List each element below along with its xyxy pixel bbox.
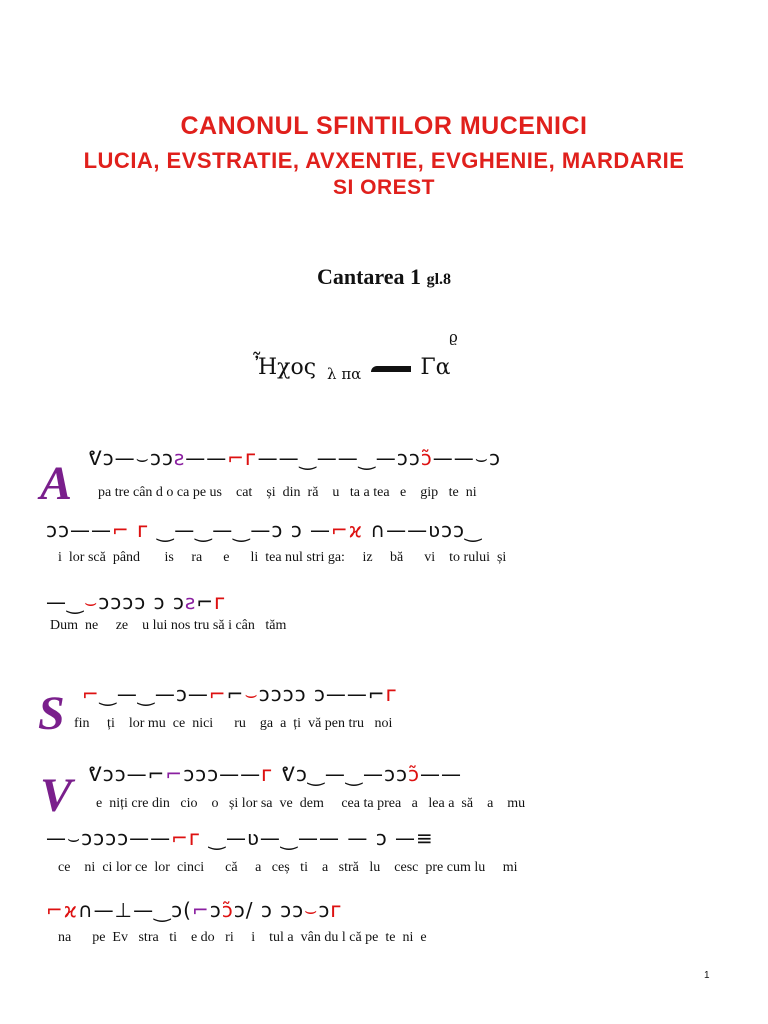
lyrics-line: Dum ne ze u lui nos tru să i cân tăm — [50, 618, 287, 633]
page-title: CANONUL SFINTILOR MUCENICI — [180, 112, 588, 140]
stanza-initial: A — [40, 457, 73, 510]
echos-signature — [253, 328, 458, 383]
ison-bar-icon — [371, 366, 411, 372]
neume-line: —⌣ɔɔɔɔ——⌐ᴦ ‿—ʋ—‿—— — ɔ —≡ — [46, 826, 434, 850]
subtitle-saints: LUCIA, EVSTRATIE, AVXENTIE, EVGHENIE, MARDARIE — [83, 148, 685, 173]
neume-line: ɔɔ——⌐ ᴦ ‿—‿—‿—ɔ ɔ —⌐ϰ ∩——ʋɔɔ‿ — [46, 518, 483, 542]
lyrics-line: na pe Ev stra ti e do ri i tul a vân du l că pe te ni e — [58, 930, 427, 945]
neume-line: ⌐ϰ∩—⊥—‿ɔ(⌐ɔɔ̃ɔ/ ɔ ɔɔ⌣ɔᴦ — [46, 898, 343, 922]
echos-label: Ἦχος — [253, 355, 317, 380]
martyria-sign: λ πα — [327, 365, 362, 383]
echos-note: Γα — [420, 355, 451, 380]
lyrics-line: e niți cre din cio o și lor sa ve dem cea ta prea a lea a să a mu — [96, 796, 526, 811]
lyrics-line: pa tre cân d o ca pe us cat și din ră u ta a tea e gip te ni — [98, 485, 477, 500]
stanza-initial: S — [38, 687, 65, 740]
neume-line: —‿⌣ɔɔɔɔ ɔ ɔƨ⌐ᴦ — [46, 590, 227, 614]
ode-heading — [0, 264, 768, 290]
neume-line: ᕓɔɔ—⌐⌐ɔɔɔ——ᴦ ᕓɔ‿—‿—ɔɔɔ̃—— — [88, 762, 462, 786]
lyrics-line: fin ți lor mu ce nici ru ga a ți vă pen tru noi — [74, 716, 393, 731]
ode-label: Cantarea 1 — [316, 264, 422, 289]
lyrics-line: ce ni ci lor ce lor cinci că a ceș ti a stră lu cesc pre cum lu mi — [58, 860, 518, 875]
neume-line: ᕓɔ—⌣ɔɔƨ——⌐ᴦ——‿——‿—ɔɔɔ̃——⌣ɔ — [88, 446, 501, 470]
subtitle-saints-continued: SI OREST — [332, 176, 436, 199]
page-number: 1 — [704, 970, 710, 981]
lyrics-line: i lor scă pând is ra e li tea nul stri ga: iz bă vi to rului și — [58, 550, 507, 565]
stanza-initial: V — [40, 769, 73, 822]
ode-tone: gl.8 — [426, 271, 452, 288]
fthora-sign-icon: ϱ — [449, 328, 458, 346]
neume-line: ⌐‿—‿—ɔ—⌐⌐⌣ɔɔɔɔ ɔ——⌐ᴦ — [82, 682, 399, 706]
